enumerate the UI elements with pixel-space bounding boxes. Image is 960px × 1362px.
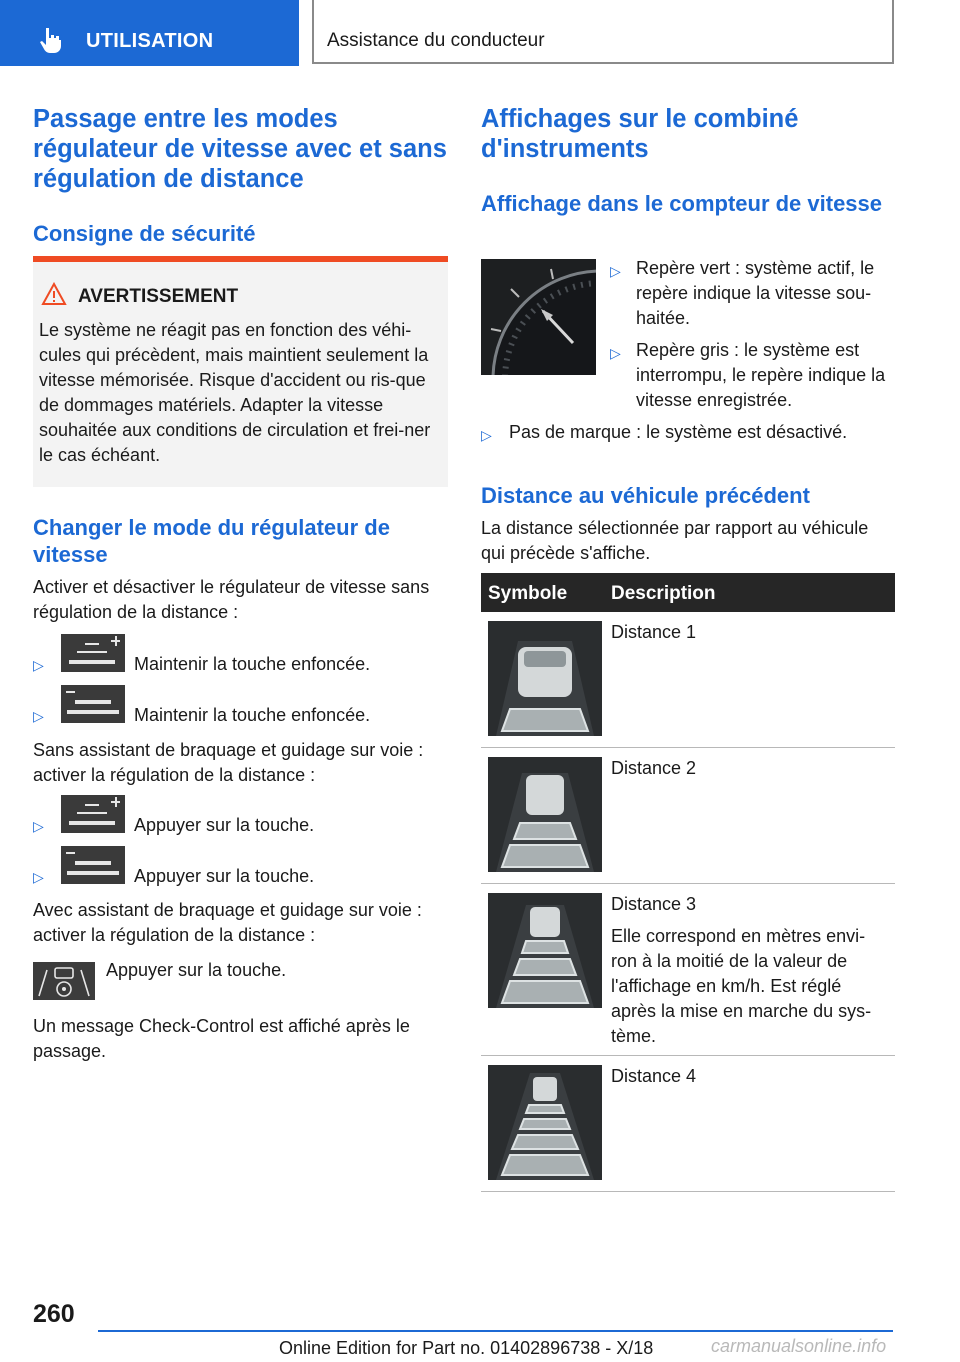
edition-text: Online Edition for Part no. 01402896738 - X/18 <box>279 1338 654 1358</box>
distance-2-label: Distance 2 <box>611 758 697 778</box>
heading-mode-switch: Passage entre les modes régulateur de vitesse avec et sans régulation de distance <box>33 105 447 193</box>
chapter-title: UTILISATION <box>86 30 214 52</box>
para-check-control: Un message Check-Control est affiché après le passage. <box>33 1016 410 1061</box>
step-4-text: Appuyer sur la touche. <box>134 866 315 886</box>
distance-3-label: Distance 3 <box>611 894 697 914</box>
table-row-divider <box>481 1191 895 1192</box>
page-number: 260 <box>33 1300 75 1328</box>
warning-triangle-icon <box>41 282 67 306</box>
distance-3-symbol-image <box>488 893 602 1008</box>
warning-title: AVERTISSEMENT <box>78 286 239 307</box>
warning-bar <box>33 256 448 262</box>
section-title: Assistance du conducteur <box>327 30 545 51</box>
bullet-icon: ▷ <box>33 657 44 673</box>
bullet-no-mark: Pas de marque : le système est désactivé. <box>509 422 848 442</box>
steering-assist-button-icon <box>33 962 95 1000</box>
distance-3-note: Elle correspond en mètres envi-ron à la moitié de la valeur de l'affichage en km/h. Est réglé après la mise en marche du sys-tème. <box>611 926 872 1046</box>
col-description: Description <box>611 583 716 604</box>
distance-4-label: Distance 4 <box>611 1066 697 1086</box>
bullet-green-mark: Repère vert : système actif, le repère indique la vitesse sou-haitée. <box>636 258 875 328</box>
heading-speedometer: Affichage dans le compteur de vitesse <box>481 191 883 216</box>
bullet-grey-mark: Repère gris : le système est interrompu, le repère indique la vitesse enregistrée. <box>636 340 886 410</box>
col-symbol: Symbole <box>488 583 568 604</box>
bullet-icon: ▷ <box>610 345 621 361</box>
table-row-divider <box>481 1055 895 1056</box>
para-activate: Activer et désactiver le régulateur de vitesse sans régulation de la distance : <box>33 577 430 622</box>
warning-box <box>33 256 448 487</box>
warning-text: Le système ne réagit pas en fonction des véhi-cules qui précèdent, mais maintient seulement la vitesse mémorisée. Risque d'accident ou ris-que de dommages matériels. Adapter la vitesse souhaitée aux conditions de circulation et frei-ner le cas échéant. <box>39 320 431 465</box>
bullet-icon: ▷ <box>481 427 492 443</box>
table-row-divider <box>481 747 895 748</box>
step-3-text: Appuyer sur la touche. <box>134 815 315 835</box>
para-distance: La distance sélectionnée par rapport au véhicule qui précède s'affiche. <box>481 518 869 563</box>
distance-2-symbol-image <box>488 757 602 872</box>
hand-pointer-icon <box>40 26 64 54</box>
bullet-icon: ▷ <box>33 818 44 834</box>
heading-change-mode: Changer le mode du régulateur de vitesse <box>33 515 390 567</box>
step-2-text: Maintenir la touche enfoncée. <box>134 705 371 725</box>
cruise-distance-plus-button-icon <box>61 634 125 672</box>
para-no-lane-assist: Sans assistant de braquage et guidage sur voie : activer la régulation de la distance : <box>33 740 424 785</box>
distance-4-symbol-image <box>488 1065 602 1180</box>
section-header <box>312 0 894 64</box>
watermark-text: carmanualsonline.info <box>711 1336 887 1356</box>
footer-rule <box>98 1330 893 1332</box>
cruise-distance-minus-button-icon <box>61 846 125 884</box>
distance-1-symbol-image <box>488 621 602 736</box>
table-header <box>481 573 895 612</box>
bullet-icon: ▷ <box>33 708 44 724</box>
bullet-icon: ▷ <box>610 263 621 279</box>
cruise-distance-plus-button-icon <box>61 795 125 833</box>
heading-instrument-display: Affichages sur le combiné d'instruments <box>481 105 799 163</box>
step-1-text: Maintenir la touche enfoncée. <box>134 654 371 674</box>
para-with-lane-assist: Avec assistant de braquage et guidage sur voie : activer la régulation de la distance : <box>33 900 422 945</box>
distance-1-label: Distance 1 <box>611 622 697 642</box>
heading-distance: Distance au véhicule précédent <box>481 483 810 508</box>
chapter-tab <box>0 0 299 66</box>
cruise-distance-minus-button-icon <box>61 685 125 723</box>
bullet-icon: ▷ <box>33 869 44 885</box>
heading-safety: Consigne de sécurité <box>33 221 256 246</box>
table-row-divider <box>481 883 895 884</box>
step-5-text: Appuyer sur la touche. <box>106 960 287 980</box>
speedometer-image <box>481 259 596 375</box>
